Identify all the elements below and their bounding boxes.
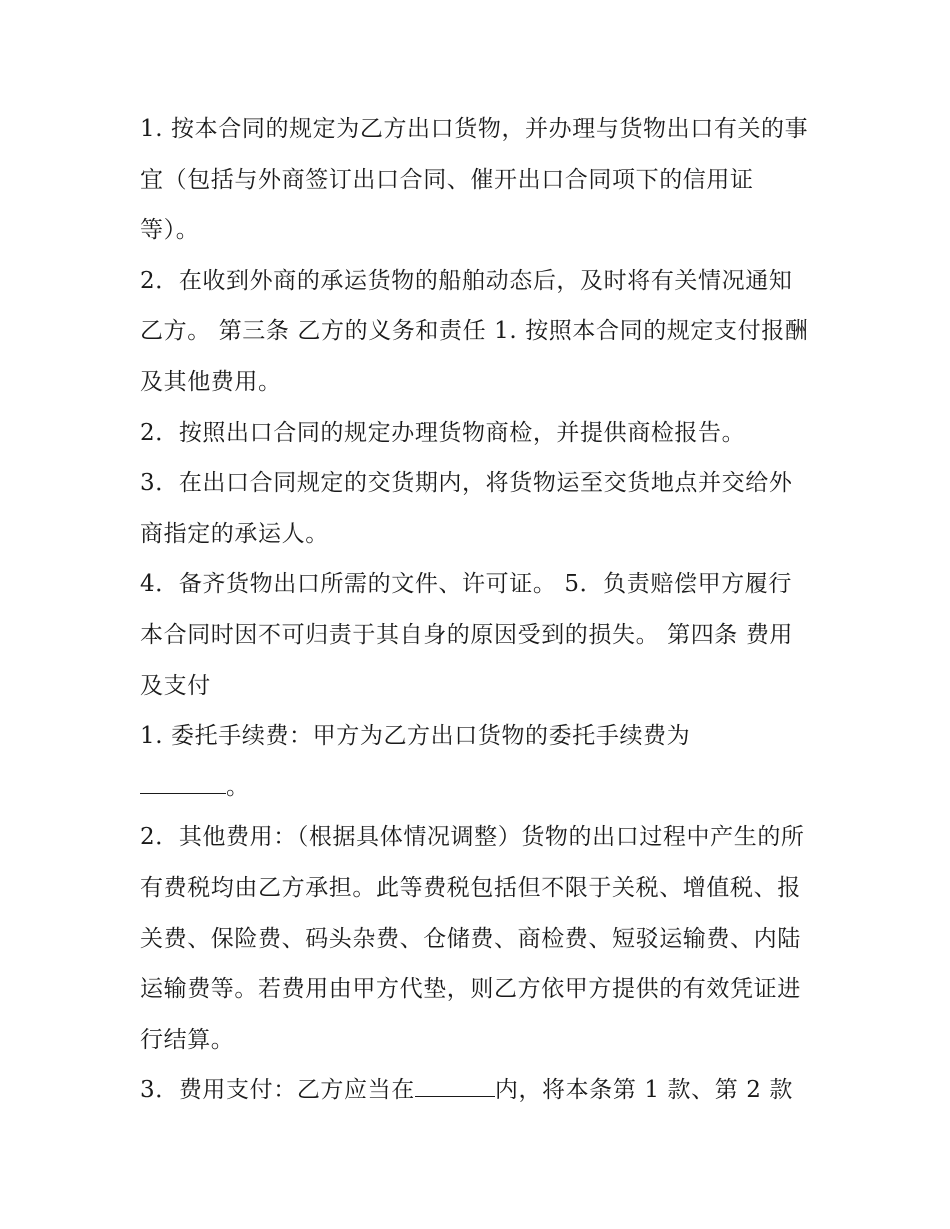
paragraph-1: 1. 按本合同的规定为乙方出口货物，并办理与货物出口有关的事宜（包括与外商签订出口合同、催开出口合同项下的信用证等）。 [140, 116, 809, 244]
paragraph-3: 2．按照出口合同的规定办理货物商检，并提供商检报告。 [140, 419, 746, 446]
paragraph-6-text-after: 。 [226, 773, 250, 800]
paragraph-8-text-after: 内，将本条第 1 款、第 2 款 [494, 1077, 793, 1104]
paragraph-4: 3．在出口合同规定的交货期内，将货物运至交货地点并交给外商指定的承运人。 [140, 470, 793, 547]
paragraph-6 [140, 711, 812, 812]
payment-period-blank-line [415, 1076, 495, 1097]
paragraph-8-text-before: 3．费用支付：乙方应当在 [140, 1077, 415, 1104]
paragraph-5: 4．备齐货物出口所需的文件、许可证。 5．负责赔偿甲方履行本合同时因不可归责于其自身的原因受到的损失。 第四条 费用及支付 [140, 571, 794, 699]
paragraph-6-text-before: 1. 委托手续费：甲方为乙方出口货物的委托手续费为 [140, 723, 691, 750]
paragraph-2: 2．在收到外商的承运货物的船舶动态后，及时将有关情况通知乙方。 第三条 乙方的义务和责任 1. 按照本合同的规定支付报酬及其他费用。 [140, 267, 809, 395]
paragraph-7: 2．其他费用：（根据具体情况调整）货物的出口过程中产生的所有费税均由乙方承担。此等费税包括但不限于关税、增值税、报关费、保险费、码头杂费、仓储费、商检费、短驳运输费、内陆运输费等。若费用由甲方代垫，则乙方依甲方提供的有效凭证进行结算。 [140, 824, 805, 1053]
document-body [140, 104, 812, 1116]
fee-blank-line [140, 773, 226, 794]
paragraph-8 [140, 1065, 812, 1116]
